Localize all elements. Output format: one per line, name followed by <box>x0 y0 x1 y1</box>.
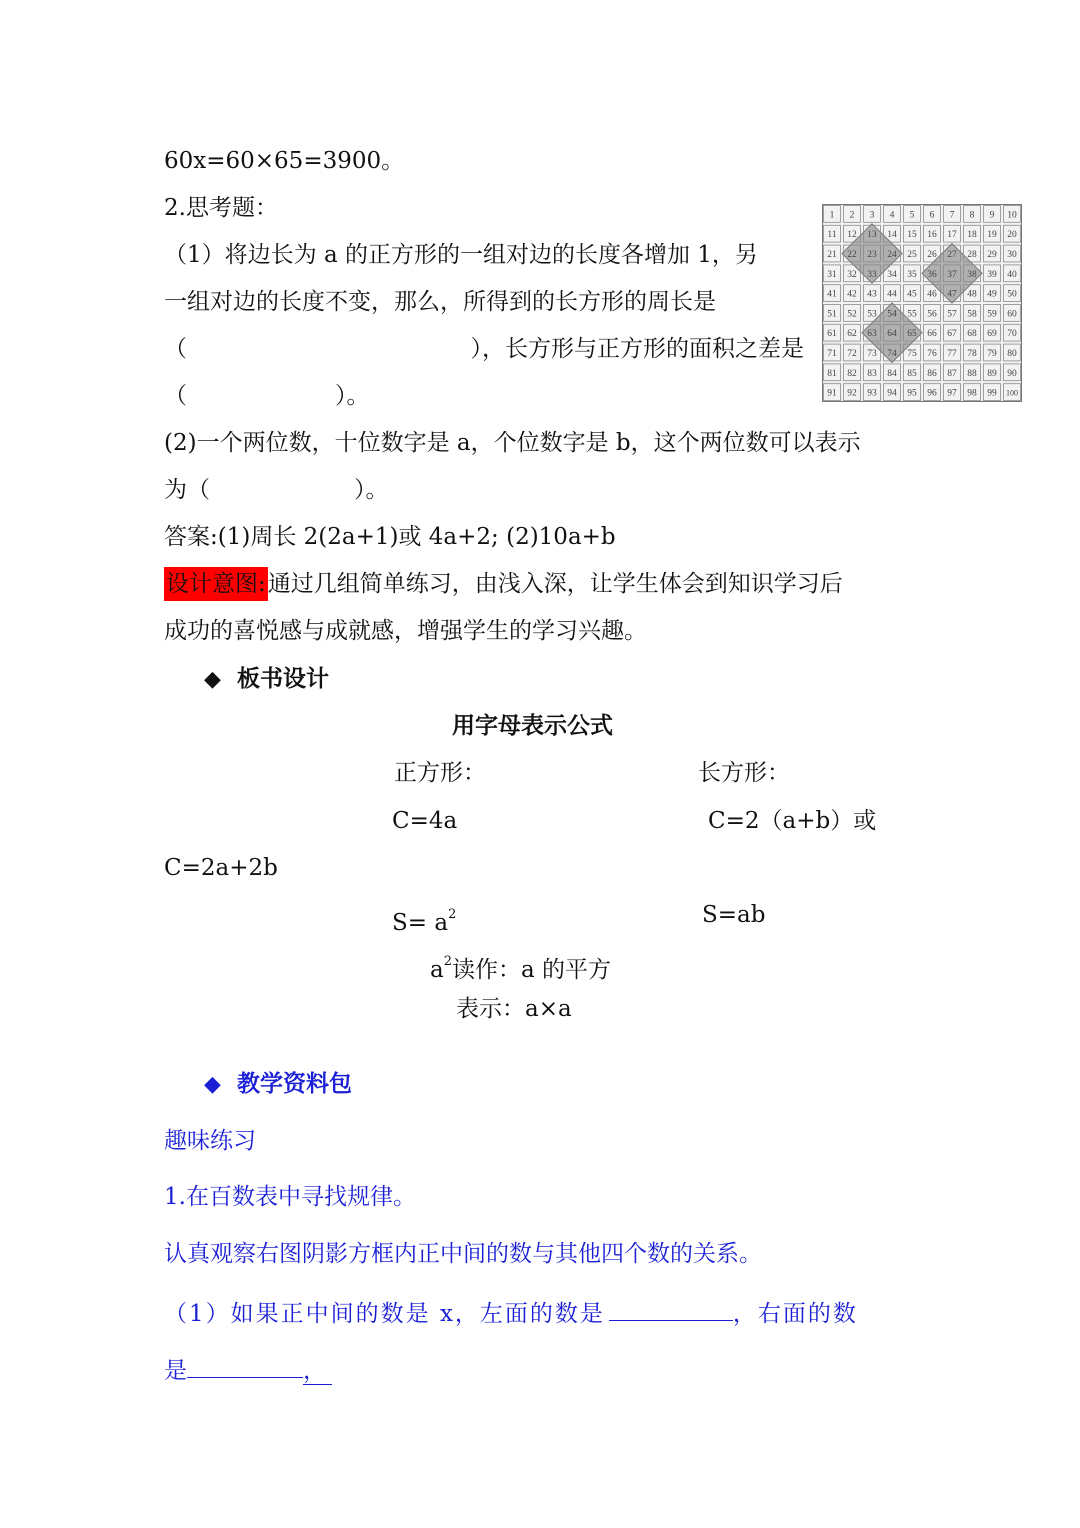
grid-number: 79 <box>987 349 997 359</box>
grid-number: 25 <box>907 250 917 260</box>
grid-number: 96 <box>927 388 937 399</box>
grid-number: 31 <box>827 269 837 280</box>
square-perimeter: C=4a <box>392 808 458 834</box>
grid-number: 90 <box>1007 368 1017 379</box>
square-area-exponent: 2 <box>448 907 457 922</box>
grid-number: 58 <box>967 309 977 320</box>
square-area <box>392 900 456 938</box>
grid-number: 53 <box>867 309 877 320</box>
grid-number: 57 <box>947 309 957 320</box>
grid-number: 43 <box>867 289 877 300</box>
grid-number: 33 <box>867 269 877 280</box>
grid-number: 93 <box>867 388 877 399</box>
rect-perimeter: C=2（a+b）或 <box>708 808 877 834</box>
grid-number: 10 <box>1007 210 1017 221</box>
square-means: 表示：a×a <box>456 996 572 1022</box>
grid-number: 52 <box>847 309 857 320</box>
grid-number: 73 <box>867 349 877 359</box>
diamond-icon: ◆ <box>204 1071 221 1097</box>
grid-number: 7 <box>949 210 955 221</box>
grid-number: 75 <box>907 349 917 359</box>
grid-number: 50 <box>1007 289 1017 300</box>
blank-open: （ <box>164 383 187 409</box>
grid-number: 13 <box>867 230 877 241</box>
grid-number: 62 <box>847 329 857 340</box>
grid-number: 70 <box>1007 329 1017 340</box>
grid-number: 86 <box>927 368 937 379</box>
design-intent-label: 设计意图: <box>164 567 268 601</box>
rect-label: 长方形： <box>698 760 790 786</box>
grid-number: 71 <box>827 349 837 359</box>
grid-number: 15 <box>907 230 917 241</box>
square-read-base: a <box>430 957 444 983</box>
design-intent-text: 通过几组简单练习，由浅入深，让学生体会到知识学习后 <box>267 571 843 597</box>
grid-number: 89 <box>987 368 997 379</box>
resources-heading: 教学资料包 <box>236 1070 352 1097</box>
grid-number: 99 <box>987 388 997 399</box>
grid-number: 39 <box>987 269 997 280</box>
hundred-table-image <box>822 204 1022 402</box>
resources-question-1: 1.在百数表中寻找规律。 <box>164 1184 416 1210</box>
board-heading: 板书设计 <box>236 665 329 692</box>
grid-number: 29 <box>987 250 997 260</box>
square-read-exponent: 2 <box>443 954 452 969</box>
grid-number: 9 <box>989 210 995 221</box>
square-read-text: 读作：a 的平方 <box>452 957 612 983</box>
grid-number: 35 <box>907 269 917 280</box>
grid-number: 11 <box>827 230 837 241</box>
grid-number: 87 <box>947 368 957 379</box>
grid-number: 46 <box>927 289 937 300</box>
blank-open: （ <box>164 336 187 362</box>
grid-number: 40 <box>1007 269 1017 280</box>
grid-number: 85 <box>907 368 917 379</box>
answer-line: 答案:(1)周长 2(2a+1)或 4a+2; (2)10a+b <box>164 524 616 550</box>
grid-number: 5 <box>909 210 915 221</box>
grid-number: 55 <box>907 309 917 320</box>
grid-number: 68 <box>967 329 977 340</box>
grid-number: 19 <box>987 230 997 241</box>
grid-number: 48 <box>967 289 977 300</box>
resources-subheading: 趣味练习 <box>164 1128 256 1154</box>
grid-number: 83 <box>867 368 877 379</box>
grid-number: 81 <box>827 368 837 379</box>
answer-blank <box>187 1353 303 1378</box>
grid-number: 100 <box>1006 388 1018 398</box>
grid-number: 30 <box>1007 250 1017 260</box>
grid-number: 12 <box>847 230 857 241</box>
grid-number: 65 <box>907 329 917 340</box>
resources-question-2: 认真观察右图阴影方框内正中间的数与其他四个数的关系。 <box>164 1241 762 1267</box>
grid-number: 51 <box>827 309 837 320</box>
resources-question-4-a: 是 <box>164 1358 187 1384</box>
square-label: 正方形： <box>394 760 486 786</box>
grid-number: 91 <box>827 388 837 399</box>
line-equation: 60x=60×65=3900。 <box>164 148 405 174</box>
grid-number: 3 <box>869 210 875 221</box>
grid-number: 54 <box>887 309 897 320</box>
grid-number: 45 <box>907 289 917 300</box>
question-1-line-3-text: ），长方形与正方形的面积之差是 <box>470 336 804 362</box>
grid-number: 1 <box>829 210 835 221</box>
grid-number: 16 <box>927 230 937 241</box>
grid-number: 38 <box>967 269 977 280</box>
resources-question-4 <box>164 1353 332 1386</box>
grid-number: 41 <box>827 289 837 300</box>
board-title: 用字母表示公式 <box>452 712 613 739</box>
answer-blank <box>609 1296 733 1321</box>
square-area-text: S= a <box>392 910 449 936</box>
grid-number: 95 <box>907 388 917 399</box>
rect-perimeter-alt: C=2a+2b <box>164 855 278 881</box>
grid-number: 26 <box>927 250 937 260</box>
grid-number: 49 <box>987 289 997 300</box>
grid-number: 28 <box>967 250 977 260</box>
grid-number: 44 <box>887 289 897 300</box>
grid-number: 37 <box>947 269 957 280</box>
grid-number: 92 <box>847 388 857 399</box>
grid-number: 14 <box>887 230 897 241</box>
resources-heading-row <box>204 1069 352 1099</box>
grid-number: 32 <box>847 269 857 280</box>
grid-number: 22 <box>847 250 857 260</box>
question-2-line-2 <box>164 475 389 505</box>
resources-question-3 <box>164 1296 858 1329</box>
question-2-line-1: (2)一个两位数，十位数字是 a，个位数字是 b，这个两位数可以表示 <box>164 430 861 456</box>
grid-number: 42 <box>847 289 857 300</box>
grid-number: 94 <box>887 388 897 399</box>
diamond-icon: ◆ <box>204 666 221 692</box>
grid-number: 66 <box>927 329 937 340</box>
grid-number: 76 <box>927 349 937 359</box>
board-heading-row <box>204 664 329 694</box>
grid-number: 78 <box>967 349 977 359</box>
square-read <box>430 947 611 985</box>
grid-number: 56 <box>927 309 937 320</box>
grid-number: 77 <box>947 349 957 359</box>
grid-number: 69 <box>987 329 997 340</box>
blank-close: ）。 <box>335 383 370 409</box>
grid-number: 82 <box>847 368 857 379</box>
design-intent-line-2: 成功的喜悦感与成就感，增强学生的学习兴趣。 <box>164 618 647 644</box>
grid-number: 61 <box>827 329 837 340</box>
grid-number: 23 <box>867 250 877 260</box>
grid-number: 47 <box>947 289 957 300</box>
grid-number: 21 <box>827 250 837 260</box>
grid-number: 4 <box>889 210 895 221</box>
grid-number: 59 <box>987 309 997 320</box>
design-intent-line <box>164 569 843 599</box>
hundred-table-svg <box>822 204 1022 402</box>
grid-number: 98 <box>967 388 977 399</box>
question-1-line-3 <box>164 334 804 364</box>
resources-question-4-b: ， <box>303 1358 332 1385</box>
grid-number: 17 <box>947 230 957 241</box>
blank-open: 为（ <box>164 477 210 503</box>
grid-number: 2 <box>849 210 855 221</box>
grid-number: 6 <box>929 210 935 221</box>
grid-number: 36 <box>927 269 937 280</box>
grid-number: 60 <box>1007 309 1017 320</box>
question-1-line-4 <box>164 381 370 411</box>
question-1-line-2: 一组对边的长度不变，那么，所得到的长方形的周长是 <box>164 289 716 315</box>
grid-number: 24 <box>887 250 897 260</box>
grid-number: 8 <box>969 210 975 221</box>
grid-number: 80 <box>1007 349 1017 359</box>
grid-number: 88 <box>967 368 977 379</box>
grid-number: 67 <box>947 329 957 340</box>
grid-number: 27 <box>947 250 957 260</box>
grid-number: 74 <box>887 349 897 359</box>
resources-question-3-b: ，右面的数 <box>732 1301 858 1327</box>
grid-number: 34 <box>887 269 897 280</box>
question-1-line-1: （1）将边长为 a 的正方形的一组对边的长度各增加 1，另 <box>164 242 758 268</box>
grid-number: 97 <box>947 388 957 399</box>
grid-number: 84 <box>887 368 897 379</box>
grid-number: 72 <box>847 349 857 359</box>
rect-area: S=ab <box>702 902 766 928</box>
grid-number: 18 <box>967 230 977 241</box>
resources-question-3-a: （1）如果正中间的数是 x，左面的数是 <box>164 1301 605 1327</box>
grid-number: 64 <box>887 329 897 340</box>
grid-number: 63 <box>867 329 877 340</box>
blank-close: ）。 <box>354 477 389 503</box>
grid-number: 20 <box>1007 230 1017 241</box>
question-heading: 2.思考题： <box>164 195 278 221</box>
